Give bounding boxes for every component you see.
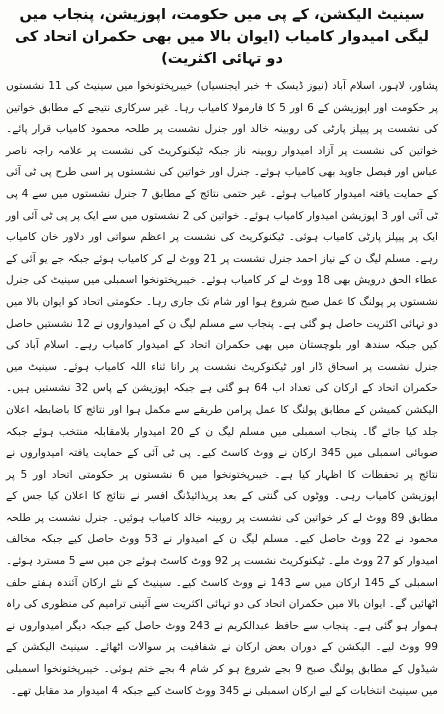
article-body: پشاور، لاہور، اسلام آباد (نیوز ڈیسک + خبر ایجنسیاں) خیبرپختونخوا میں سینیٹ کی 11 نشستوں پر حکومت اور اپوزیشن کے 6 اور 5 کا فارمولا کامیاب رہا۔ غیر سرکاری نتیجے کے مطابق خواتین کی نشست پر پیپلز پارٹی کی روبینہ خالد اور جنرل نشست پر طلحہ محمود کامیاب قرار پائے۔ خواتین کی نشست پر آزاد امیدوار روبینہ ناز جبکہ ٹیکنوکریٹ کی نشست پر علامہ راجہ ناصر عباس اور فیصل جاوید بھی کامیاب ہوئے۔ جنرل اور خواتین کی نشستوں پر اسی طرح پی ٹی آئی کے حمایت یافتہ امیدوار کامیاب ہوئے۔ غیر حتمی نتائج کے مطابق 7 جنرل نشستوں میں سے 4 پی ٹی آئی اور 3 اپوزیشن امیدوار کامیاب ہوئے۔ خواتین کی 2 نشستوں میں سے ایک پر پی ٹی آئی اور ایک پر پیپلز پارٹی کامیاب ہوئی۔ ٹیکنوکریٹ کی نشست پر اعظم سواتی اور دلاور خان کامیاب رہے۔ مسلم لیگ ن کے نیاز احمد جنرل نشست پر 21 ووٹ لے کر کامیاب ہوئے جبکہ جے یو آئی کے عطاء الحق درویش بھی 18 ووٹ لے کر کامیاب ہوئے۔ خیبرپختونخوا اسمبلی میں سینیٹ کی جنرل نشستوں پر پولنگ کا عمل صبح شروع ہوا اور شام تک جاری رہا۔ حکومتی اتحاد کو ایوان بالا میں دو تہائی اکثریت حاصل ہو گئی ہے۔ پنجاب سے مسلم لیگ ن کے امیدواروں نے 12 نشستیں حاصل کیں جبکہ سندھ اور بلوچستان میں بھی حکمران اتحاد کے امیدوار کامیاب رہے۔ اسلام آباد کی جنرل نشست پر اسحاق ڈار اور ٹیکنوکریٹ نشست پر رانا ثناء اللہ کامیاب ہوئے۔ سینیٹ میں حکمران اتحاد کے ارکان کی تعداد اب 64 ہو گئی ہے جبکہ اپوزیشن کے پاس 32 نشستیں ہیں۔ الیکشن کمیشن کے مطابق پولنگ کا عمل پرامن طریقے سے مکمل ہوا اور نتائج کا باضابطہ اعلان جلد کیا جائے گا۔ پنجاب اسمبلی میں مسلم لیگ ن کے 20 امیدوار بلامقابلہ منتخب ہوئے جبکہ صوبائی اسمبلی میں 345 ارکان نے ووٹ کاسٹ کیے۔ پی ٹی آئی کے حمایت یافتہ امیدواروں نے نتائج پر تحفظات کا اظہار کیا ہے۔ خیبرپختونخوا میں 6 نشستوں پر حکومتی اتحاد اور 5 پر اپوزیشن کامیاب رہی۔ ووٹوں کی گنتی کے بعد پریذائیڈنگ افسر نے نتائج کا اعلان کیا جس کے مطابق 89 ووٹ لے کر خواتین کی نشست پر روبینہ خالد کامیاب ہوئیں۔ جنرل نشست پر طلحہ محمود نے 22 ووٹ حاصل کیے۔ مسلم لیگ ن کے امیدوار نے 53 ووٹ حاصل کیے جبکہ مخالف امیدوار کو 27 ووٹ ملے۔ ٹیکنوکریٹ نشست پر 92 ووٹ کاسٹ ہوئے جن میں سے 5 مسترد ہوئے۔ اسمبلی کے 145 ارکان میں سے 143 نے ووٹ کاسٹ کیے۔ سینیٹ کے نئے ارکان آئندہ ہفتے حلف اٹھائیں گے۔ ایوان بالا میں حکمران اتحاد کی دو تہائی اکثریت سے آئینی ترامیم کی منظوری کی راہ ہموار ہو گئی ہے۔ پنجاب سے حافظ عبدالکریم نے 243 ووٹ حاصل کیے جبکہ دیگر امیدواروں نے 99 ووٹ لیے۔ الیکشن کے دوران بعض ارکان نے شفافیت پر سوالات اٹھائے۔ سینیٹ الیکشن کے شیڈول کے مطابق پولنگ صبح 9 بجے شروع ہو کر شام 4 بجے ختم ہوئی۔ خیبرپختونخوا اسمبلی میں سینیٹ انتخابات کے لیے ارکان اسمبلی نے 345 ووٹ کاسٹ کیے جبکہ 4 امیدوار مد مقابل تھے۔ (6, 80, 439, 697)
article-headline: سینیٹ الیکشن، کے پی میں حکومت، اپوزیشن، پنجاب میں لیگی امیدوار کامیاب (ایوان بالا میں بھی حکمران اتحاد کی دو تہائی اکثریت) (15, 7, 429, 67)
